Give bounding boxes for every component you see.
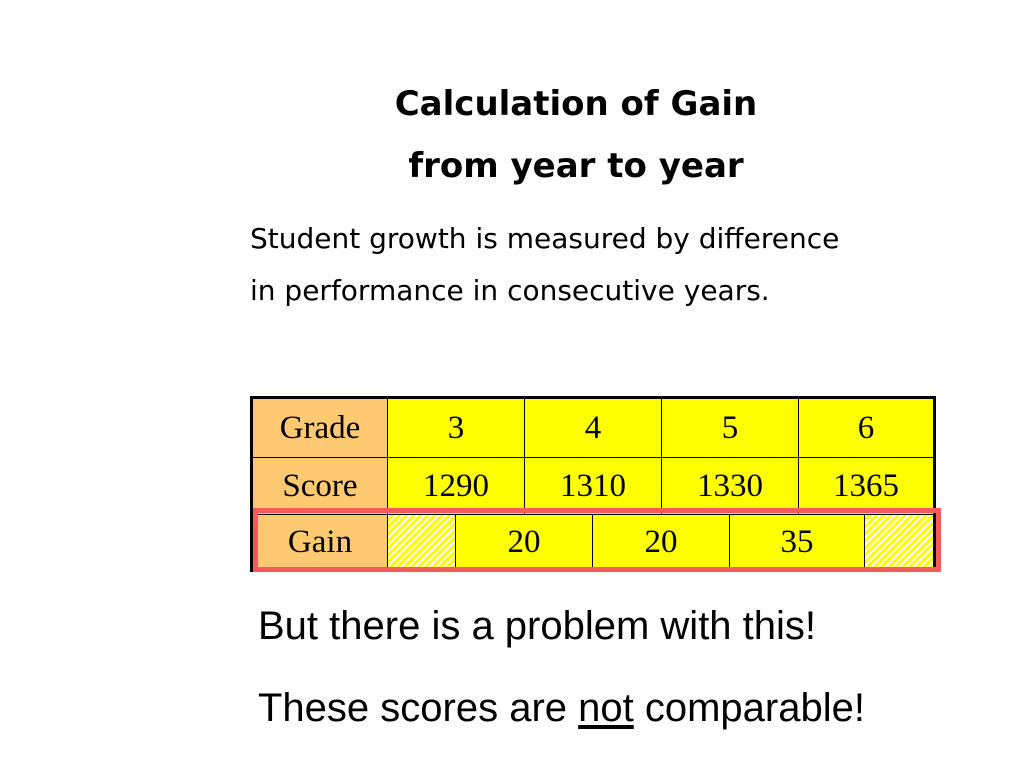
problem-note: But there is a problem with this! (258, 604, 817, 648)
comparability-note-suffix: comparable! (633, 686, 865, 730)
table-cell-score-4: 1365 (799, 458, 933, 515)
comparability-note (258, 683, 865, 733)
table-cell-grade-3: 5 (662, 399, 799, 458)
slide-title-line-1: Calculation of Gain (394, 84, 758, 124)
table-cell-grade-1: 3 (388, 399, 525, 458)
table-cell-gain-empty-start (388, 515, 456, 570)
table-cell-score-2: 1310 (525, 458, 662, 515)
gain-table (250, 396, 936, 572)
table-cell-grade-4: 6 (799, 399, 933, 458)
table-cell-score-1: 1290 (388, 458, 525, 515)
table-cell-grade-2: 4 (525, 399, 662, 458)
table-row-score-label: Score (253, 458, 388, 515)
table-cell-gain-2: 20 (593, 515, 730, 570)
intro-text-line-2: in performance in consecutive years. (250, 274, 770, 307)
comparability-note-emphasis: not (578, 686, 634, 730)
slide-title-line-2: from year to year (408, 146, 744, 186)
comparability-note-prefix: These scores are (258, 686, 579, 730)
table-row-gain-label: Gain (253, 515, 388, 570)
intro-text-line-1: Student growth is measured by difference (250, 222, 840, 255)
table-cell-gain-1: 20 (456, 515, 593, 570)
table-cell-gain-empty-end (865, 515, 933, 570)
table-cell-gain-3: 35 (730, 515, 865, 570)
table-row-grade-label: Grade (253, 399, 388, 458)
table-cell-score-3: 1330 (662, 458, 799, 515)
